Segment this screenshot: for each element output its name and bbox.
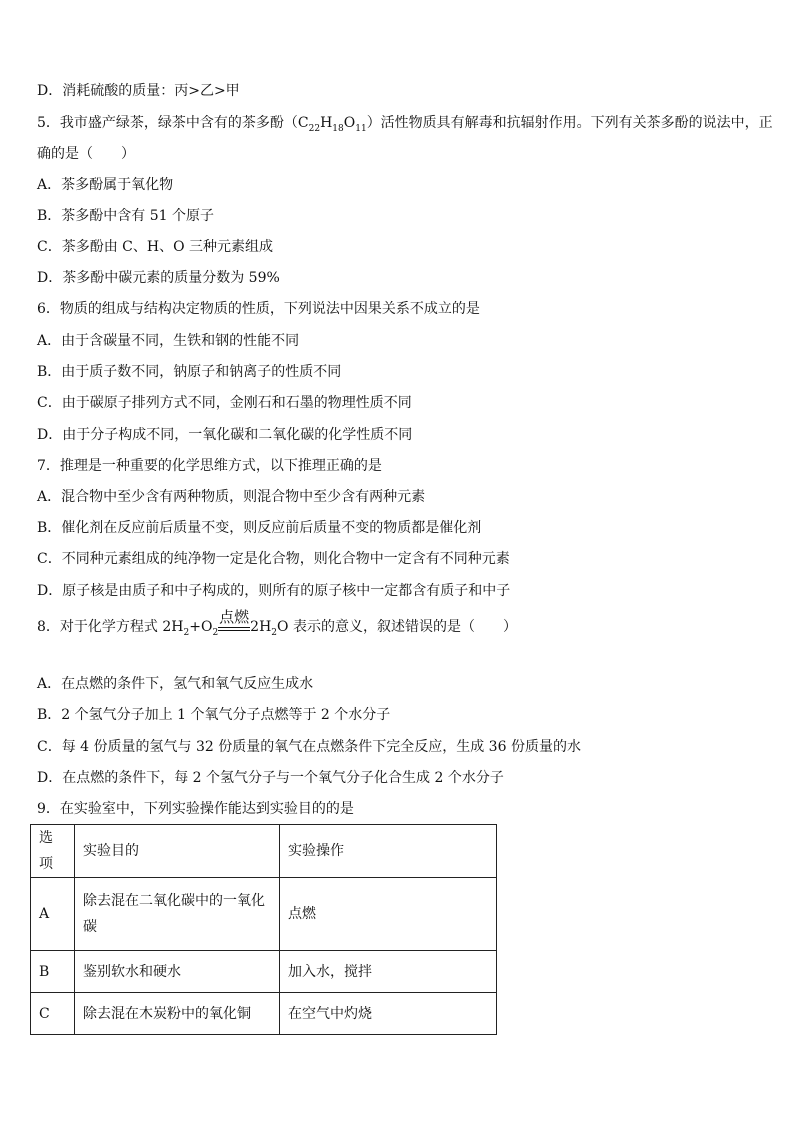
row-c-operation: 在空气中灼烧 (280, 993, 497, 1035)
option-d-sulfuric-acid: D．消耗硫酸的质量：丙>乙>甲 (37, 83, 240, 99)
question-8-stem (37, 608, 517, 642)
q5-subscript-o: 11 (355, 123, 367, 134)
q5-text-a: 5．我市盛产绿茶，绿茶中含有的茶多酚（C (37, 115, 309, 131)
q8-subscript-o2: 2 (212, 627, 219, 638)
table-header-row (31, 825, 497, 878)
header-option: 选项 (31, 825, 75, 878)
row-a-operation: 点燃 (280, 878, 497, 951)
q8-text-product-o: O (277, 619, 289, 635)
q6-option-a: A．由于含碳量不同，生铁和钢的性能不同 (37, 333, 300, 349)
header-operation: 实验操作 (280, 825, 497, 878)
q8-option-c: C．每 4 份质量的氢气与 32 份质量的氧气在点燃条件下完全反应，生成 36 份质量的水 (37, 739, 581, 755)
q5-text-o: O (343, 115, 356, 131)
row-a-purpose (75, 878, 280, 951)
row-b-operation: 加入水，搅拌 (280, 951, 497, 993)
table-row (31, 878, 497, 951)
q5-subscript-c: 22 (308, 123, 321, 134)
row-a-option: A (31, 878, 75, 951)
q8-subscript-h2o: 2 (271, 627, 278, 638)
row-b-option: B (31, 951, 75, 993)
q5-subscript-h: 18 (332, 123, 344, 134)
row-a-purpose-line2: 碳 (83, 919, 97, 935)
reaction-line-bottom (218, 630, 250, 631)
q5-text-d: ）活性物质具有解毒和抗辐射作用。下列有关茶多酚的说法中，正 (366, 115, 773, 131)
question-5-continuation: 确的是（ ） (37, 146, 135, 162)
q7-option-c: C．不同种元素组成的纯净物一定是化合物，则化合物中一定含有不同种元素 (37, 551, 510, 567)
row-c-purpose: 除去混在木炭粉中的氧化铜 (75, 993, 280, 1035)
q7-option-b: B．催化剂在反应前后质量不变，则反应前后质量不变的物质都是催化剂 (37, 520, 482, 536)
table-row (31, 951, 497, 993)
q5-text-h: H (320, 115, 333, 131)
row-b-purpose: 鉴别软水和硬水 (75, 951, 280, 993)
experiment-table (30, 824, 497, 1035)
row-a-purpose-line1: 除去混在二氧化碳中的一氧化 (83, 893, 265, 909)
question-5-stem (37, 114, 773, 138)
reaction-condition: 点燃 (219, 608, 250, 626)
q8-text-plus: +O (189, 619, 213, 635)
q5-option-d: D．茶多酚中碳元素的质量分数为 59% (37, 270, 280, 286)
q6-option-b: B．由于质子数不同，钠原子和钠离子的性质不同 (37, 364, 342, 380)
question-6-stem: 6．物质的组成与结构决定物质的性质，下列说法中因果关系不成立的是 (37, 301, 480, 317)
q8-text-pre: 8．对于化学方程式 2H (37, 619, 184, 635)
reaction-line-top (218, 627, 250, 628)
row-c-option: C (31, 993, 75, 1035)
q8-option-d: D．在点燃的条件下，每 2 个氢气分子与一个氧气分子化合生成 2 个水分子 (37, 770, 504, 786)
table-row (31, 993, 497, 1035)
header-purpose: 实验目的 (75, 825, 280, 878)
q8-option-a: A．在点燃的条件下，氢气和氧气反应生成水 (37, 676, 314, 692)
q6-option-d: D．由于分子构成不同，一氧化碳和二氧化碳的化学性质不同 (37, 427, 413, 443)
reaction-arrow (218, 608, 250, 636)
question-7-stem: 7．推理是一种重要的化学思维方式，以下推理正确的是 (37, 458, 382, 474)
q5-option-a: A．茶多酚属于氧化物 (37, 177, 174, 193)
q8-subscript-h2: 2 (183, 627, 190, 638)
q8-text-product: 2H (250, 619, 272, 635)
q8-option-b: B．2 个氢气分子加上 1 个氧气分子点燃等于 2 个水分子 (37, 707, 391, 723)
q8-text-post: 表示的意义，叙述错误的是（ ） (288, 619, 517, 635)
q5-option-b: B．茶多酚中含有 51 个原子 (37, 208, 215, 224)
question-9-stem: 9．在实验室中，下列实验操作能达到实验目的的是 (37, 801, 354, 817)
q7-option-a: A．混合物中至少含有两种物质，则混合物中至少含有两种元素 (37, 489, 426, 505)
q5-option-c: C．茶多酚由 C、H、O 三种元素组成 (37, 239, 274, 255)
q6-option-c: C．由于碳原子排列方式不同，金刚石和石墨的物理性质不同 (37, 395, 412, 411)
q7-option-d: D．原子核是由质子和中子构成的，则所有的原子核中一定都含有质子和中子 (37, 583, 511, 599)
